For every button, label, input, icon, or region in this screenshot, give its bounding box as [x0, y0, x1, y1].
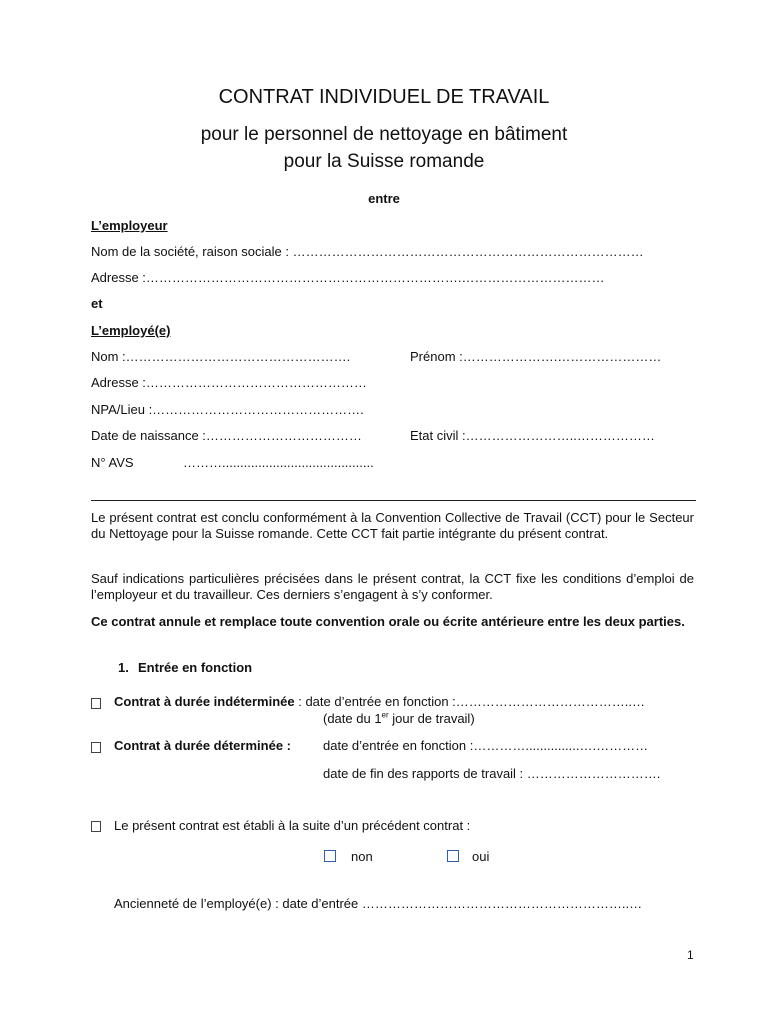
employer-address-field[interactable]: Adresse :……………………………………………………………….……………………………: [91, 270, 605, 285]
employee-name-field[interactable]: Nom :…………………………………………….: [91, 349, 351, 364]
cdi-note-text-post: jour de travail): [388, 711, 475, 726]
previous-contract-checkbox[interactable]: [91, 821, 101, 832]
employee-avs-label: N° AVS: [91, 455, 134, 470]
seniority-field[interactable]: Ancienneté de l’employé(e) : date d’entrée ……………………………………………………..…: [114, 896, 643, 911]
document-subtitle-line1: pour le personnel de nettoyage en bâtiment: [200, 124, 568, 145]
paragraph-conditions: Sauf indications particulières précisées dans le présent contrat, la CCT fixe les conditions d’emploi de l’employeur et du travailleur. Ces derniers s’engagent à s’y conformer.: [91, 571, 694, 602]
option-non-label: non: [351, 849, 373, 864]
page-number: 1: [687, 948, 694, 962]
employer-heading: L’employeur: [91, 218, 168, 233]
cdd-end-date-field[interactable]: date de fin des rapports de travail : ………………………….: [323, 766, 661, 781]
paragraph-cct-reference: Le présent contrat est conclu conformément à la Convention Collective de Travail (CCT) pour le Secteur du Nettoyage pour la Suisse romande. Cette CCT fait partie intégrante du présent contrat.: [91, 510, 694, 541]
section1-title: Entrée en fonction: [138, 660, 253, 675]
paragraph-annulment: Ce contrat annule et remplace toute convention orale ou écrite antérieure entre les deux parties.: [91, 614, 685, 629]
cdi-note-text-pre: (date du 1: [323, 711, 382, 726]
employer-company-field[interactable]: Nom de la société, raison sociale : ………………………………………………………………………: [91, 244, 644, 259]
option-oui-label: oui: [472, 849, 490, 864]
document-subtitle-line2: pour la Suisse romande: [283, 151, 485, 172]
document-title: CONTRAT INDIVIDUEL DE TRAVAIL: [218, 86, 550, 108]
employee-address-field[interactable]: Adresse :……………………………………………: [91, 375, 367, 390]
between-label: entre: [368, 191, 400, 206]
option-oui-checkbox[interactable]: [447, 850, 459, 862]
section1-number: 1.: [118, 660, 129, 675]
cdi-checkbox[interactable]: [91, 698, 101, 709]
employee-avs-field[interactable]: ………..........................................: [183, 455, 374, 470]
cdi-note: [323, 711, 475, 726]
employee-heading: L’employé(e): [91, 323, 171, 338]
cdd-label: Contrat à durée déterminée :: [114, 738, 291, 753]
option-non-checkbox[interactable]: [324, 850, 336, 862]
cdi-row: [114, 694, 645, 709]
employee-birthdate-field[interactable]: Date de naissance :………………………………: [91, 428, 362, 443]
and-label: et: [91, 296, 103, 311]
previous-contract-label: Le présent contrat est établi à la suite d’un précédent contrat :: [114, 818, 471, 833]
cdd-start-date-field[interactable]: date d’entrée en fonction :…………...............….…………: [323, 738, 649, 753]
employee-npa-field[interactable]: NPA/Lieu :………………………………………….: [91, 402, 364, 417]
cdi-note-superscript: er: [381, 710, 389, 720]
section-divider: [91, 500, 696, 501]
employee-civil-status-field[interactable]: Etat civil :……………………..………………: [410, 428, 655, 443]
cdi-start-date-field[interactable]: date d’entrée en fonction :…………………………………..…: [305, 694, 646, 709]
cdi-separator: :: [294, 694, 306, 709]
cdi-label: Contrat à durée indéterminée: [114, 694, 295, 709]
cdd-checkbox[interactable]: [91, 742, 101, 753]
employee-firstname-field[interactable]: Prénom :………………….……………………: [410, 349, 662, 364]
